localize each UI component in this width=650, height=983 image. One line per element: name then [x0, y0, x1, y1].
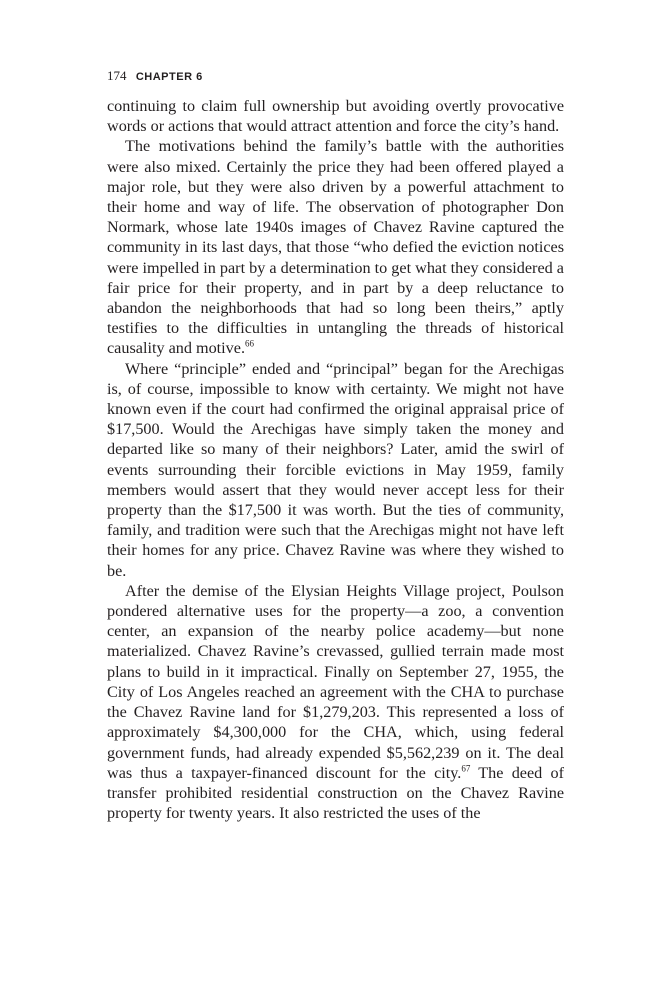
paragraph-text-continued: The deed of transfer prohibited residential construction on the Chavez Ravine property for twenty years. It also restricted the uses of the	[107, 763, 564, 823]
paragraph-text: The motivations behind the family’s battle with the authorities were also mixed. Certainly the price they had been offered played a major role, but they were also driven by a powerful attachment to their home and way of life. The observation of photographer Don Normark, whose late 1940s images of Chavez Ravine captured the community in its last days, that those “who defied the eviction notices were impelled in part by a determination to get what they considered a fair price for their property, and in part by a deep reluctance to abandon the neighborhoods that had so long been theirs,” aptly testifies to the difficulties in untangling the threads of historical causality and motive.	[107, 137, 564, 358]
paragraph-4	[107, 581, 564, 823]
running-head	[107, 66, 564, 86]
paragraph-3	[107, 359, 564, 581]
body-text	[107, 96, 564, 823]
paragraph-text: continuing to claim full ownership but avoiding overtly provocative words or actions that would attract attention and force the city’s hand.	[107, 97, 564, 136]
page-number: 174	[107, 68, 127, 83]
footnote-ref: 66	[245, 339, 255, 350]
paragraph-text: After the demise of the Elysian Heights Village project, Poulson pondered alternative uses for the property—a zoo, a convention center, an expansion of the nearby police academy—but none materialized. Chavez Ravine’s crevassed, gullied terrain made most plans to build in it impractical. Finally on September 27, 1955, the City of Los Angeles reached an agreement with the CHA to purchase the Chavez Ravine land for $1,279,203. This represented a loss of approximately $4,300,000 for the CHA, which, using federal government funds, had already expended $5,562,239 on it. The deal was thus a taxpayer-financed discount for the city.	[107, 581, 564, 782]
paragraph-1	[107, 96, 564, 136]
book-page	[107, 66, 564, 823]
paragraph-2	[107, 136, 564, 358]
chapter-label: CHAPTER 6	[135, 71, 203, 83]
footnote-ref: 67	[461, 763, 471, 774]
paragraph-text: Where “principle” ended and “principal” began for the Arechigas is, of course, impossible to know with certainty. We might not have known even if the court had confirmed the original appraisal price of $17,500. Would the Arechigas have simply taken the money and departed like so many of their neighbors? Later, amid the swirl of events surrounding their forcible evictions in May 1959, family members would assert that they would never accept less for their property than the $17,500 it was worth. But the ties of community, family, and tradition were such that the Arechigas might not have left their homes for any price. Chavez Ravine was where they wished to be.	[107, 359, 564, 580]
